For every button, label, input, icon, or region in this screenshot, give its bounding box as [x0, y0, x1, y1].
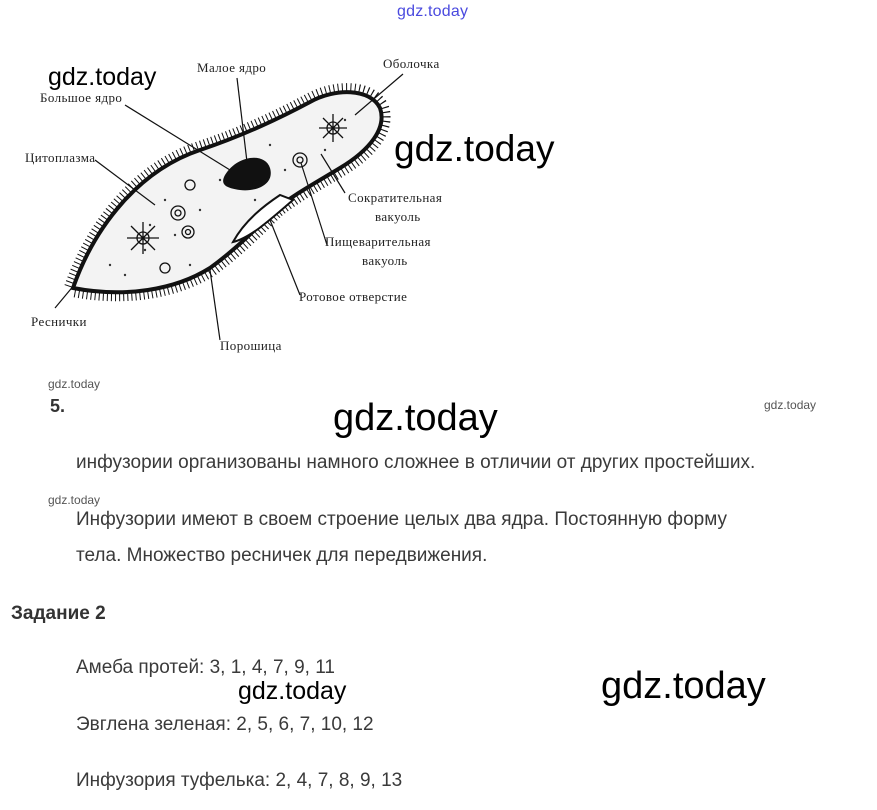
answer-amoeba: Амеба протей: 3, 1, 4, 7, 9, 11 [76, 657, 335, 678]
label-contractile-vacuole-1: Сократительная [348, 190, 443, 205]
watermark-diagram-left: gdz.today [48, 63, 157, 91]
paramecium-diagram [25, 50, 485, 360]
contractile-vacuole-rear [127, 222, 159, 254]
label-digestive-vacuole-2: вакуоль [362, 253, 408, 268]
label-anal-pore: Порошица [220, 338, 282, 353]
label-small-nucleus: Малое ядро [197, 60, 267, 75]
label-cytoplasm: Цитоплазма [25, 150, 96, 165]
task-heading: Задание 2 [11, 603, 106, 624]
watermark-answer-mid: gdz.today [238, 677, 347, 705]
watermark-small-b: gdz.today [764, 398, 817, 412]
watermark-small-c: gdz.today [48, 493, 101, 507]
watermark-diagram-right: gdz.today [394, 128, 555, 169]
answer-euglena: Эвглена зеленая: 2, 5, 6, 7, 10, 12 [76, 714, 374, 735]
label-contractile-vacuole-2: вакуоль [375, 209, 421, 224]
label-digestive-vacuole-1: Пищеварительная [325, 234, 431, 249]
label-membrane: Оболочка [383, 56, 440, 71]
watermark-top: gdz.today [397, 3, 469, 20]
question-number: 5. [50, 396, 66, 416]
answer-paramecium: Инфузория туфелька: 2, 4, 7, 8, 9, 13 [76, 770, 403, 791]
watermark-small-a: gdz.today [48, 377, 101, 391]
answer-line-3: тела. Множество ресничек для передвижения. [76, 545, 488, 566]
label-cilia: Реснички [31, 314, 87, 329]
answer-line-1: инфузории организованы намного сложнее в отличии от других простейших. [76, 452, 756, 473]
contractile-vacuole-front [319, 114, 347, 142]
watermark-center: gdz.today [333, 397, 498, 439]
label-mouth: Ротовое отверстие [299, 289, 408, 304]
watermark-answer-right: gdz.today [601, 665, 766, 707]
answer-line-2: Инфузории имеют в своем строение целых два ядра. Постоянную форму [76, 509, 727, 530]
label-large-nucleus: Большое ядро [40, 90, 123, 105]
small-nucleus [252, 180, 262, 188]
